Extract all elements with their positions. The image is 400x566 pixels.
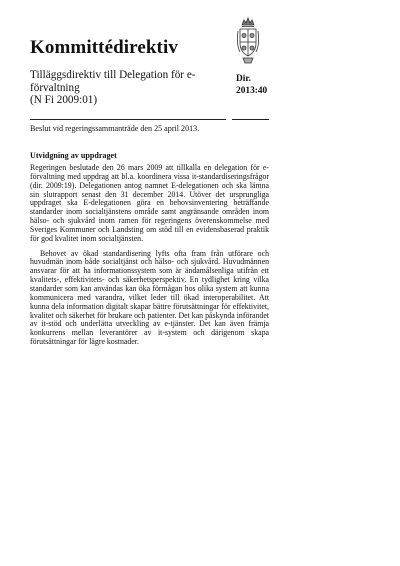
- header-divider: [30, 119, 226, 120]
- directive-heading: Kommittédirektiv: [30, 37, 178, 58]
- header-divider-short: [232, 119, 269, 120]
- paragraph: Behovet av ökad standardisering lyfts ofta fram från utförare och huvudmän inom både socialtjänst och hälso- och sjukvård. Huvudmännen ansvarar för att ha informationssystem som är ändamålsenliga utifrån ett kvalitets-, effektivitets- och säkerhetsperspektiv. En tydlighet kring vilka standarder som kan användas kan öka förmågan hos olika system att kunna kommunicera med varandra, vilket leder till ökad interoperabilitet. Att kunna dela information digitalt skapar bättre förutsättningar för effektivitet, kvalitet och säkerhet för brukare och patienter. Det kan påskynda införandet av it-stöd och underlätta utveckling av e-tjänster. Det kan även främja konkurrens mellan leverantörer av it-system och därigenom skapa förutsättningar för lägre kostnader.: [30, 248, 269, 347]
- directive-number-block: [236, 74, 267, 97]
- section-heading: Utvidgning av uppdraget: [30, 151, 117, 160]
- dir-number: 2013:40: [236, 85, 268, 96]
- paragraph: Regeringen beslutade den 26 mars 2009 att tillkalla en delegation för e-förvaltning med uppdrag att bl.a. koordinera vissa it-standardiseringsfrågor (dir. 2009:19). Delegationen antog namnet E-delegationen och ska lämna sin slutrapport senast den 31 december 2014. Utöver det ursprungliga uppdraget ska E-delegationen göra en behovsinventering beträffande standarder inom socialtjänstens område samt angränsande områden inom hälso- och sjukvård inom ramen för regeringens överenskommelse med Sveriges Kommuner och Landsting om stöd till en evidensbaserad praktik för god kvalitet inom socialtjänsten.: [30, 163, 269, 243]
- directive-subtitle: [30, 69, 220, 107]
- decision-line: Beslut vid regeringssammanträde den 25 april 2013.: [30, 124, 200, 133]
- subtitle-line: Tilläggsdirektiv till Delegation för e-: [30, 69, 196, 81]
- dir-label: Dir.: [236, 74, 252, 84]
- body-text: [30, 164, 269, 353]
- subtitle-line: förvaltning: [30, 81, 80, 94]
- coat-of-arms-icon: [236, 16, 260, 68]
- subtitle-line: (N Fi 2009:01): [30, 94, 98, 107]
